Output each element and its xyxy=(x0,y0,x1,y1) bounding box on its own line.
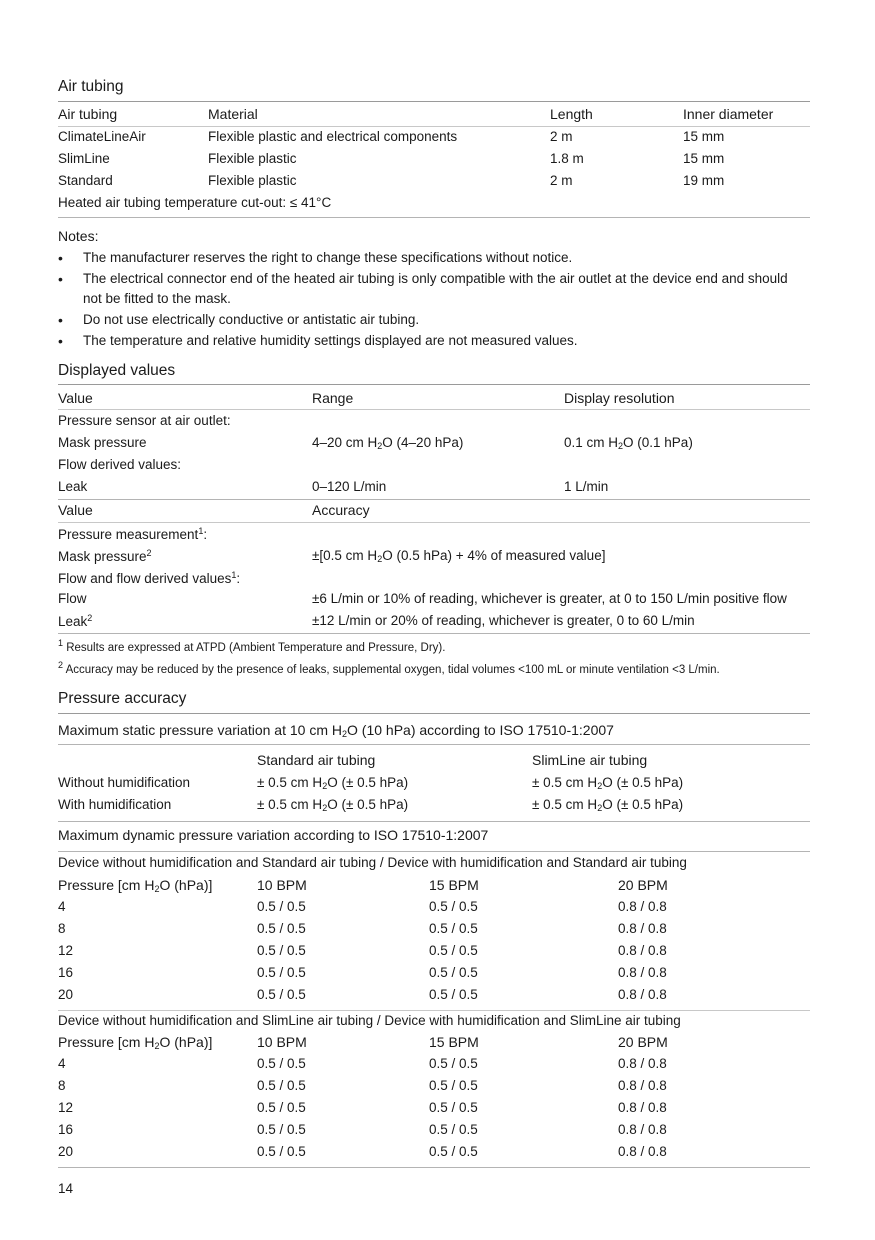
table-cell: 0.5 / 0.5 xyxy=(257,1144,306,1159)
table-cell: Flexible plastic xyxy=(208,151,297,166)
col-header: Value xyxy=(58,390,93,406)
divider xyxy=(58,217,810,218)
table-cell: 0.5 / 0.5 xyxy=(257,899,306,914)
table-cell: 0.5 / 0.5 xyxy=(257,943,306,958)
divider xyxy=(58,384,810,385)
table-cell: 0.5 / 0.5 xyxy=(257,1122,306,1137)
divider xyxy=(58,101,810,102)
table-cell: 0.8 / 0.8 xyxy=(618,921,667,936)
divider xyxy=(58,1010,810,1011)
table-cell: 0.5 / 0.5 xyxy=(257,921,306,936)
bullet-icon: • xyxy=(58,271,63,287)
table-cell: 0.5 / 0.5 xyxy=(429,1056,478,1071)
table-cell: 0.8 / 0.8 xyxy=(618,899,667,914)
table-cell: Flexible plastic and electrical components xyxy=(208,129,458,144)
note-item: The manufacturer reserves the right to change these specifications without notice. xyxy=(83,250,573,265)
static-title: Maximum static pressure variation at 10 cm $H_2O$ (10 hPa) according to ISO 17510-1:2007 xyxy=(58,722,614,739)
pressure-value: 12 xyxy=(58,1100,74,1115)
table-cell: SlimLine xyxy=(58,151,110,166)
table-cell: ± 0.5 cm $H_2O$ (± 0.5 hPa) xyxy=(532,797,684,813)
bullet-icon: • xyxy=(58,312,63,328)
table-cell: ±[0.5 cm $H_2O$ (0.5 hPa) + 4% of measured value] xyxy=(312,548,606,564)
table-cell: 0.5 / 0.5 xyxy=(429,1144,478,1159)
col-header: 10 BPM xyxy=(257,1034,307,1050)
pressure-value: 8 xyxy=(58,1078,66,1093)
table-cell: ± 0.5 cm $H_2O$ (± 0.5 hPa) xyxy=(532,775,684,791)
table-cell: 0.8 / 0.8 xyxy=(618,1056,667,1071)
col-header: 15 BPM xyxy=(429,877,479,893)
col-header: Air tubing xyxy=(58,106,118,122)
pressure-value: 20 xyxy=(58,987,74,1002)
footnote: $^2$ Accuracy may be reduced by the presence of leaks, supplemental oxygen, tidal volumes <100 mL or minute ventilation <3 L/min. xyxy=(58,660,720,676)
table-cell: 0.5 / 0.5 xyxy=(257,987,306,1002)
table-cell: 0.8 / 0.8 xyxy=(618,1078,667,1093)
col-header: Material xyxy=(208,106,258,122)
table-cell: Standard xyxy=(58,173,113,188)
col-header: 15 BPM xyxy=(429,1034,479,1050)
table-cell: 0.8 / 0.8 xyxy=(618,1144,667,1159)
col-header: Accuracy xyxy=(312,502,370,518)
table-cell: 19 mm xyxy=(683,173,725,188)
table-cell: 0.5 / 0.5 xyxy=(429,1078,478,1093)
table-cell: 2 m xyxy=(550,173,573,188)
pressure-value: 4 xyxy=(58,1056,66,1071)
table-cell: 4–20 cm $H_2O$ (4–20 hPa) xyxy=(312,435,464,451)
divider xyxy=(58,851,810,852)
table-cell: 0.5 / 0.5 xyxy=(429,1122,478,1137)
table-cell: ClimateLineAir xyxy=(58,129,146,144)
cutout-text: Heated air tubing temperature cut-out: ≤ 41°C xyxy=(58,195,332,210)
notes-heading: Notes: xyxy=(58,228,99,244)
table-cell: 0.5 / 0.5 xyxy=(257,965,306,980)
page-number: 14 xyxy=(58,1181,74,1196)
table-cell: Without humidification xyxy=(58,775,191,790)
col-header: Pressure [cm $H_2O$ (hPa)] xyxy=(58,877,213,894)
table-cell: 0.1 cm $H_2O$ (0.1 hPa) xyxy=(564,435,693,451)
note-item: The temperature and relative humidity settings displayed are not measured values. xyxy=(83,333,578,348)
note-item: The electrical connector end of the heated air tubing is only compatible with the air outlet at the device end and should xyxy=(83,271,788,286)
divider xyxy=(58,522,810,523)
divider xyxy=(58,633,810,634)
table-cell: 0.5 / 0.5 xyxy=(429,1100,478,1115)
table-cell: Mask pressure$^2$ xyxy=(58,548,152,564)
table-cell: Pressure sensor at air outlet: xyxy=(58,413,231,428)
table-cell: With humidification xyxy=(58,797,172,812)
pressure-value: 4 xyxy=(58,899,66,914)
table-cell: 0.8 / 0.8 xyxy=(618,943,667,958)
table-cell: 0–120 L/min xyxy=(312,479,387,494)
table-cell: 2 m xyxy=(550,129,573,144)
table-cell: 0.8 / 0.8 xyxy=(618,965,667,980)
table-cell: 0.5 / 0.5 xyxy=(429,965,478,980)
table-cell: 0.5 / 0.5 xyxy=(429,921,478,936)
table-cell: 0.8 / 0.8 xyxy=(618,987,667,1002)
pressure-value: 12 xyxy=(58,943,74,958)
table-cell: ± 0.5 cm $H_2O$ (± 0.5 hPa) xyxy=(257,797,409,813)
pressure-value: 16 xyxy=(58,965,74,980)
table-cell: 0.5 / 0.5 xyxy=(429,987,478,1002)
table-cell: 0.8 / 0.8 xyxy=(618,1100,667,1115)
table-cell: 1.8 m xyxy=(550,151,584,166)
col-header: 20 BPM xyxy=(618,1034,668,1050)
divider xyxy=(58,713,810,714)
table-cell: 0.8 / 0.8 xyxy=(618,1122,667,1137)
col-header: Length xyxy=(550,106,593,122)
table-cell: Leak$^2$ xyxy=(58,613,93,629)
table-cell: 0.5 / 0.5 xyxy=(257,1078,306,1093)
dynamic-title: Maximum dynamic pressure variation according to ISO 17510-1:2007 xyxy=(58,827,489,843)
dyn1-caption: Device without humidification and Standard air tubing / Device with humidification and Standard air tubing xyxy=(58,855,687,870)
pressure-accuracy-heading: Pressure accuracy xyxy=(58,690,187,707)
table-cell: 15 mm xyxy=(683,151,725,166)
table-cell: Flow derived values: xyxy=(58,457,182,472)
table-cell: 0.5 / 0.5 xyxy=(257,1100,306,1115)
table-cell: Flow xyxy=(58,591,87,606)
col-header: Range xyxy=(312,390,354,406)
col-header: Inner diameter xyxy=(683,106,774,122)
divider xyxy=(58,1167,810,1168)
col-header: 20 BPM xyxy=(618,877,668,893)
divider xyxy=(58,409,810,410)
pressure-value: 20 xyxy=(58,1144,74,1159)
note-item: Do not use electrically conductive or antistatic air tubing. xyxy=(83,312,420,327)
bullet-icon: • xyxy=(58,333,63,349)
table-cell: ±12 L/min or 20% of reading, whichever is greater, 0 to 60 L/min xyxy=(312,613,695,628)
divider xyxy=(58,821,810,822)
table-cell: 0.5 / 0.5 xyxy=(429,943,478,958)
table-cell: 15 mm xyxy=(683,129,725,144)
divider xyxy=(58,126,810,127)
table-cell: Flow and flow derived values$^1$: xyxy=(58,570,241,586)
table-cell: 0.5 / 0.5 xyxy=(257,1056,306,1071)
divider xyxy=(58,499,810,500)
bullet-icon: • xyxy=(58,250,63,266)
col-header: Standard air tubing xyxy=(257,752,376,768)
pressure-value: 16 xyxy=(58,1122,74,1137)
table-cell: Pressure measurement$^1$: xyxy=(58,526,208,542)
col-header: Display resolution xyxy=(564,390,675,406)
table-cell: ±6 L/min or 10% of reading, whichever is greater, at 0 to 150 L/min positive flow xyxy=(312,591,787,606)
col-header: SlimLine air tubing xyxy=(532,752,648,768)
divider xyxy=(58,744,810,745)
air-tubing-heading: Air tubing xyxy=(58,78,124,95)
displayed-values-heading: Displayed values xyxy=(58,362,176,379)
col-header: Pressure [cm $H_2O$ (hPa)] xyxy=(58,1034,213,1051)
col-header: 10 BPM xyxy=(257,877,307,893)
table-cell: 0.5 / 0.5 xyxy=(429,899,478,914)
col-header: Value xyxy=(58,502,93,518)
table-cell: Flexible plastic xyxy=(208,173,297,188)
table-cell: 1 L/min xyxy=(564,479,609,494)
table-cell: Mask pressure xyxy=(58,435,147,450)
footnote: $^1$ Results are expressed at ATPD (Ambient Temperature and Pressure, Dry). xyxy=(58,638,446,654)
table-cell: ± 0.5 cm $H_2O$ (± 0.5 hPa) xyxy=(257,775,409,791)
note-item: not be fitted to the mask. xyxy=(83,291,231,306)
table-cell: Leak xyxy=(58,479,88,494)
dyn2-caption: Device without humidification and SlimLine air tubing / Device with humidification and SlimLine air tubing xyxy=(58,1013,681,1028)
pressure-value: 8 xyxy=(58,921,66,936)
